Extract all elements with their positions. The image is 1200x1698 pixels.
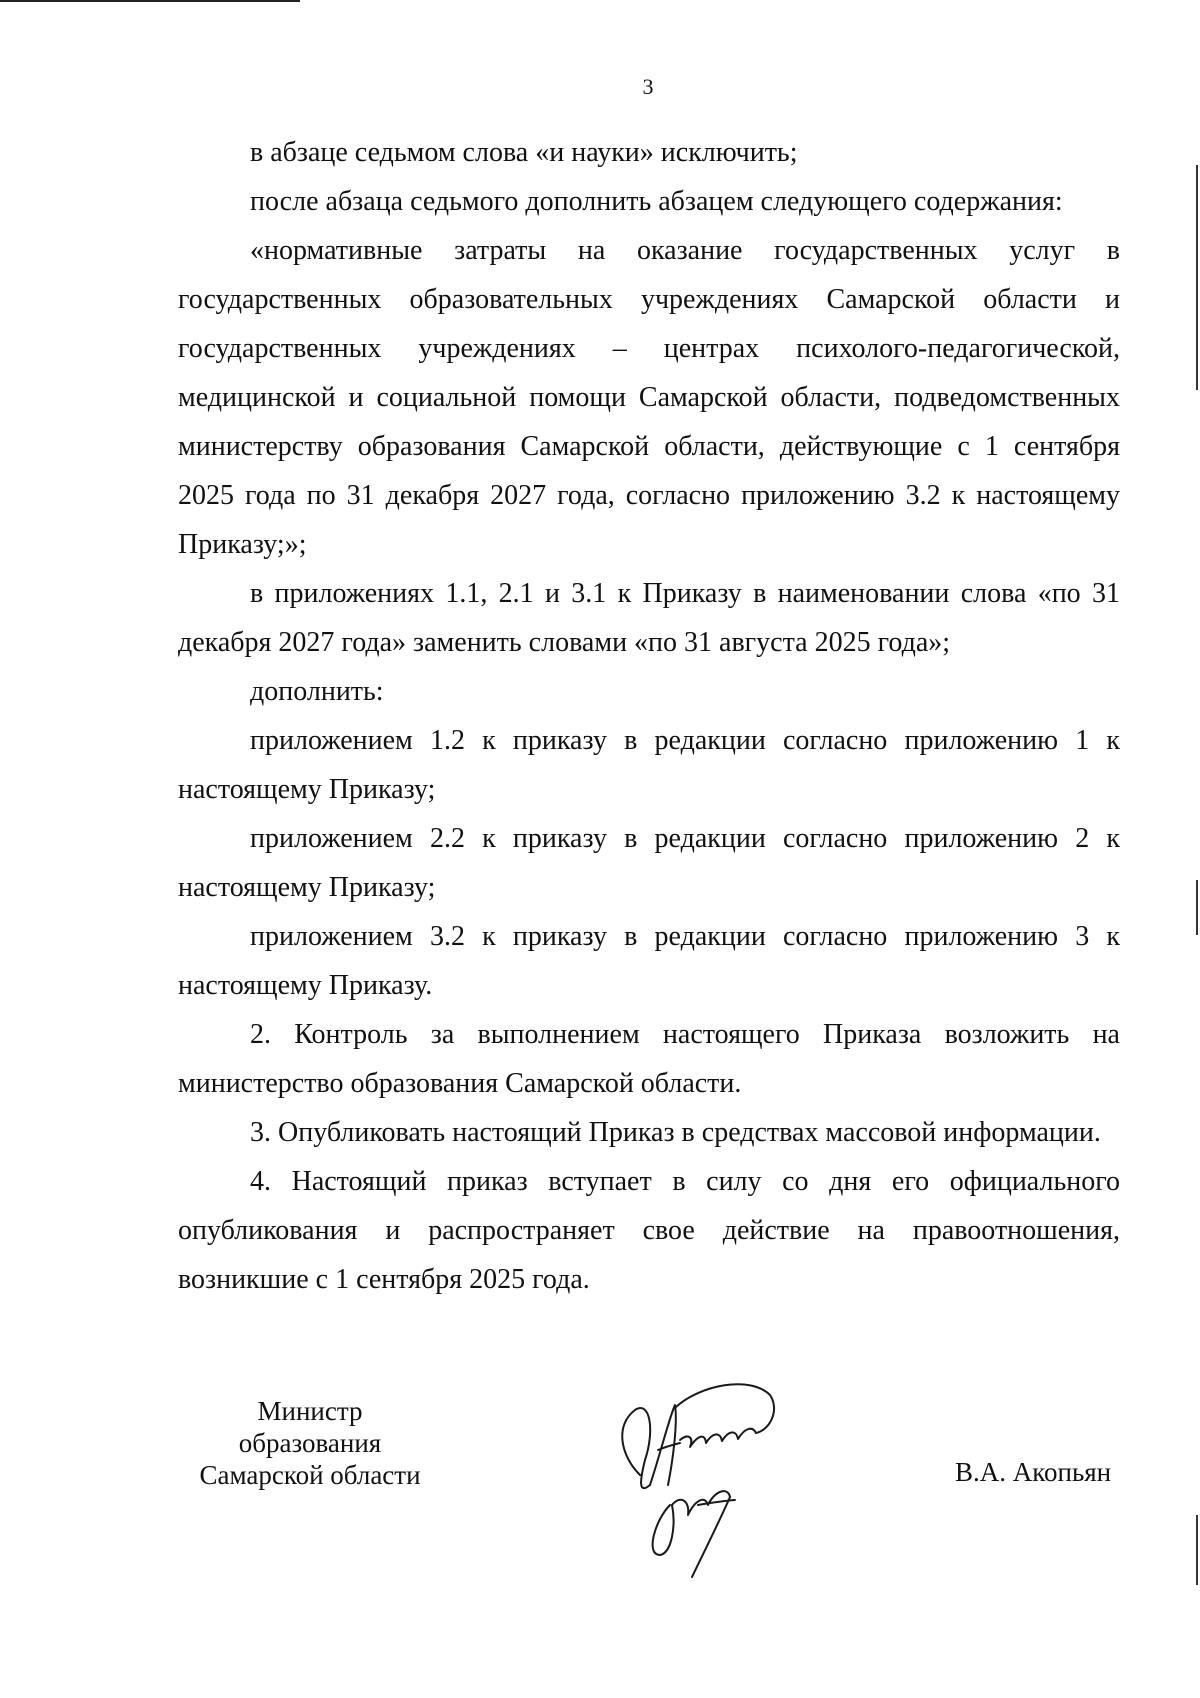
signatory-title	[180, 1395, 440, 1491]
signatory-title-line: образования	[238, 1428, 382, 1458]
paragraph: приложением 1.2 к приказу в редакции согласно приложению 1 к настоящему Приказу;	[178, 725, 1120, 805]
paragraph: «нормативные затраты на оказание государственных услуг в государственных образовательных учреждениях Самарской области и государственных учреждениях – центрах психолого-педагогической, медицинской и социальной помощи Самарской области, подведомственных министерству образования Самарской области, действующие с 1 сентября 2025 года по 31 декабря 2027 года, согласно приложению 3.2 к настоящему Приказу;»;	[178, 235, 1120, 560]
signatory-title-line: Министр	[257, 1396, 363, 1426]
signature-block	[0, 1395, 1200, 1595]
scan-artifact-line	[0, 0, 300, 2]
paragraph: в абзаце седьмом слова «и науки» исключить;	[250, 137, 798, 168]
page-number-text: 3	[642, 74, 654, 99]
page-number	[0, 74, 1200, 100]
scan-artifact-line	[1196, 165, 1198, 390]
paragraph: 3. Опубликовать настоящий Приказ в средствах массовой информации.	[250, 1117, 1101, 1148]
paragraph: дополнить:	[250, 676, 384, 707]
paragraph: 2. Контроль за выполнением настоящего Приказа возложить на министерство образования Самарской области.	[178, 1019, 1120, 1099]
document-body	[178, 128, 1120, 1304]
paragraph: после абзаца седьмого дополнить абзацем следующего содержания:	[250, 186, 1063, 217]
scan-artifact-line	[1196, 880, 1198, 935]
paragraph: приложением 3.2 к приказу в редакции согласно приложению 3 к настоящему Приказу.	[178, 921, 1120, 1001]
paragraph: 4. Настоящий приказ вступает в силу со дня его официального опубликования и распространяет свое действие на правоотношения, возникшие с 1 сентября 2025 года.	[178, 1166, 1120, 1295]
paragraph: в приложениях 1.1, 2.1 и 3.1 к Приказу в наименовании слова «по 31 декабря 2027 года» заменить словами «по 31 августа 2025 года»;	[178, 578, 1120, 658]
paragraph: приложением 2.2 к приказу в редакции согласно приложению 2 к настоящему Приказу;	[178, 823, 1120, 903]
signatory-name: В.А. Акопьян	[955, 1457, 1112, 1487]
handwritten-signature	[610, 1355, 800, 1585]
signatory-title-line: Самарской области	[199, 1460, 421, 1490]
